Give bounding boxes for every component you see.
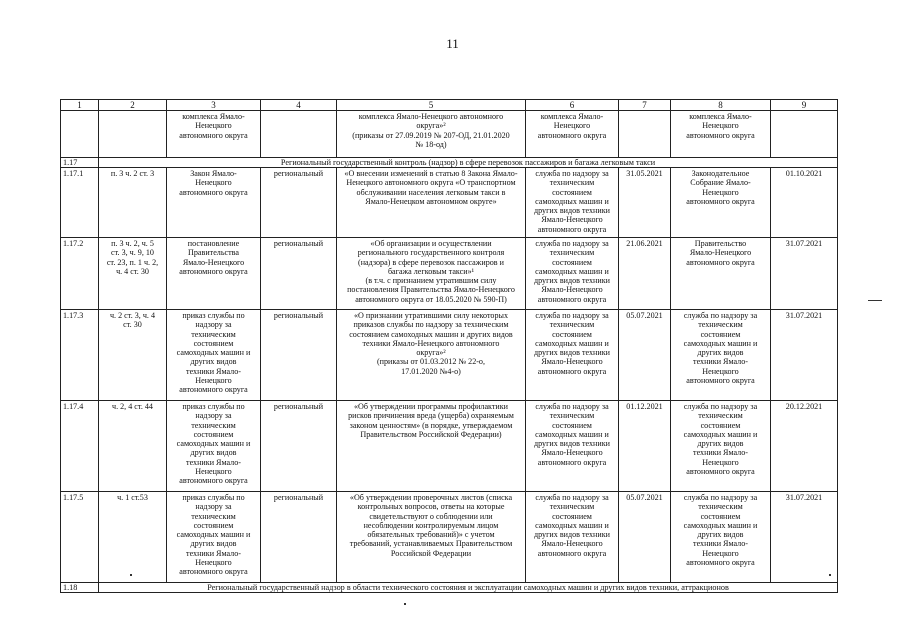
act-type-cell: Закон Ямало- Ненецкого автономного округа — [167, 168, 261, 238]
developer-cell: служба по надзору за техническим состоянием самоходных машин и других видов техники Ямало-Ненецкого автономного округа — [526, 168, 619, 238]
date-cell: 31.05.2021 — [619, 168, 671, 238]
scan-mark — [868, 300, 882, 301]
section-title: Региональный государственный надзор в области технического состояния и эксплуатации самоходных машин и других видов техники, аттракционов — [99, 583, 838, 593]
header-cell: 7 — [619, 100, 671, 111]
level-cell: региональный — [261, 401, 337, 492]
adopter-cell: Правительство Ямало-Ненецкого автономного округа — [671, 238, 771, 310]
deadline-cell: 31.07.2021 — [771, 492, 838, 583]
basis-cell: ч. 1 ст.53 — [99, 492, 167, 583]
basis-cell: ч. 2 ст. 3, ч. 4 ст. 30 — [99, 310, 167, 401]
level-cell: региональный — [261, 168, 337, 238]
section-number: 1.17 — [61, 158, 99, 168]
date-cell: 01.12.2021 — [619, 401, 671, 492]
table-row — [61, 401, 838, 492]
act-name-cell: «Об утверждении программы профилактики рисков причинения вреда (ущерба) охраняемым законом ценностям» (в порядке, утверждаемом Правительством Российской Федерации) — [337, 401, 526, 492]
developer-cell: служба по надзору за техническим состоянием самоходных машин и других видов техники Ямало-Ненецкого автономного округа — [526, 401, 619, 492]
adopter-cell: служба по надзору за техническим состоянием самоходных машин и других видов техники Ямало- Ненецкого автономного округа — [671, 401, 771, 492]
row-number: 1.17.3 — [61, 310, 99, 401]
page-number: 11 — [446, 36, 459, 51]
date-cell: 21.06.2021 — [619, 238, 671, 310]
row-number: 1.17.2 — [61, 238, 99, 310]
level-cell: региональный — [261, 310, 337, 401]
act-name-cell: комплекса Ямало-Ненецкого автономного округа»² (приказы от 27.09.2019 № 207-ОД, 21.01.2020 № 18-од) — [337, 111, 526, 158]
header-cell: 9 — [771, 100, 838, 111]
row-number: 1.17.5 — [61, 492, 99, 583]
header-cell: 3 — [167, 100, 261, 111]
section-number: 1.18 — [61, 583, 99, 593]
act-type-cell: приказ службы по надзору за техническим состоянием самоходных машин и других видов техники Ямало- Ненецкого автономного округа — [167, 492, 261, 583]
adopter-cell: служба по надзору за техническим состоянием самоходных машин и других видов техники Ямало- Ненецкого автономного округа — [671, 492, 771, 583]
adopter-cell: служба по надзору за техническим состоянием самоходных машин и других видов техники Ямало- Ненецкого автономного округа — [671, 310, 771, 401]
developer-cell: служба по надзору за техническим состоянием самоходных машин и других видов техники Ямало-Ненецкого автономного округа — [526, 492, 619, 583]
act-type-cell: приказ службы по надзору за техническим состоянием самоходных машин и других видов техники Ямало- Ненецкого автономного округа — [167, 401, 261, 492]
header-cell: 2 — [99, 100, 167, 111]
act-type-cell: приказ службы по надзору за техническим состоянием самоходных машин и других видов техники Ямало- Ненецкого автономного округа — [167, 310, 261, 401]
adopter-cell: Законодательное Собрание Ямало- Ненецкого автономного округа — [671, 168, 771, 238]
scan-mark — [829, 574, 831, 576]
basis-cell: п. 3 ч. 2 ст. 3 — [99, 168, 167, 238]
row-number: 1.17.1 — [61, 168, 99, 238]
act-name-cell: «Об организации и осуществлении регионального государственного контроля (надзора) в сфере перевозок пассажиров и багажа легковым такси»¹ (в т.ч. с признанием утратившим силу постановления Правительства Ямало-Ненецкого автономного округа от 18.05.2020 № 590-П) — [337, 238, 526, 310]
section-row — [61, 583, 838, 593]
developer-cell: служба по надзору за техническим состоянием самоходных машин и других видов техники Ямало-Ненецкого автономного округа — [526, 310, 619, 401]
header-row — [61, 100, 838, 111]
basis-cell: п. 3 ч. 2, ч. 5 ст. 3, ч. 9, 10 ст. 23, п. 1 ч. 2, ч. 4 ст. 30 — [99, 238, 167, 310]
plan-table — [60, 99, 838, 593]
scan-mark — [404, 603, 406, 605]
section-row — [61, 158, 838, 168]
act-name-cell: «О внесении изменений в статью 8 Закона Ямало- Ненецкого автономного округа «О транспортном обслуживании населения легковым такси в Ямало-Ненецком автономном округе» — [337, 168, 526, 238]
date-cell: 05.07.2021 — [619, 492, 671, 583]
scan-mark — [130, 574, 132, 576]
act-type-cell: постановление Правительства Ямало-Ненецкого автономного округа — [167, 238, 261, 310]
date-cell: 05.07.2021 — [619, 310, 671, 401]
table-row — [61, 168, 838, 238]
row-number: 1.17.4 — [61, 401, 99, 492]
header-cell: 5 — [337, 100, 526, 111]
section-title: Региональный государственный контроль (надзор) в сфере перевозок пассажиров и багажа легковым такси — [99, 158, 838, 168]
header-cell: 8 — [671, 100, 771, 111]
basis-cell: ч. 2, 4 ст. 44 — [99, 401, 167, 492]
deadline-cell: 31.07.2021 — [771, 310, 838, 401]
deadline-cell: 20.12.2021 — [771, 401, 838, 492]
continued-row — [61, 111, 838, 158]
adopter-cell: комплекса Ямало- Ненецкого автономного округа — [671, 111, 771, 158]
header-cell: 1 — [61, 100, 99, 111]
header-cell: 4 — [261, 100, 337, 111]
header-cell: 6 — [526, 100, 619, 111]
table-row — [61, 310, 838, 401]
deadline-cell: 31.07.2021 — [771, 238, 838, 310]
act-type-cell: комплекса Ямало- Ненецкого автономного округа — [167, 111, 261, 158]
level-cell: региональный — [261, 492, 337, 583]
developer-cell: служба по надзору за техническим состоянием самоходных машин и других видов техники Ямало-Ненецкого автономного округа — [526, 238, 619, 310]
deadline-cell: 01.10.2021 — [771, 168, 838, 238]
act-name-cell: «Об утверждении проверочных листов (списка контрольных вопросов, ответы на которые свидетельствуют о соблюдении или несоблюдении контролируемым лицом обязательных требований)» с учетом требований, устанавливаемых Правительством Российской Федерации — [337, 492, 526, 583]
table-row — [61, 492, 838, 583]
level-cell: региональный — [261, 238, 337, 310]
developer-cell: комплекса Ямало- Ненецкого автономного округа — [526, 111, 619, 158]
table-row — [61, 238, 838, 310]
act-name-cell: «О признании утратившими силу некоторых приказов службы по надзору за техническим состоянием самоходных машин и других видов техники Ямало-Ненецкого автономного округа»² (приказы от 01.03.2012 № 22-о, 17.01.2020 №4-о) — [337, 310, 526, 401]
